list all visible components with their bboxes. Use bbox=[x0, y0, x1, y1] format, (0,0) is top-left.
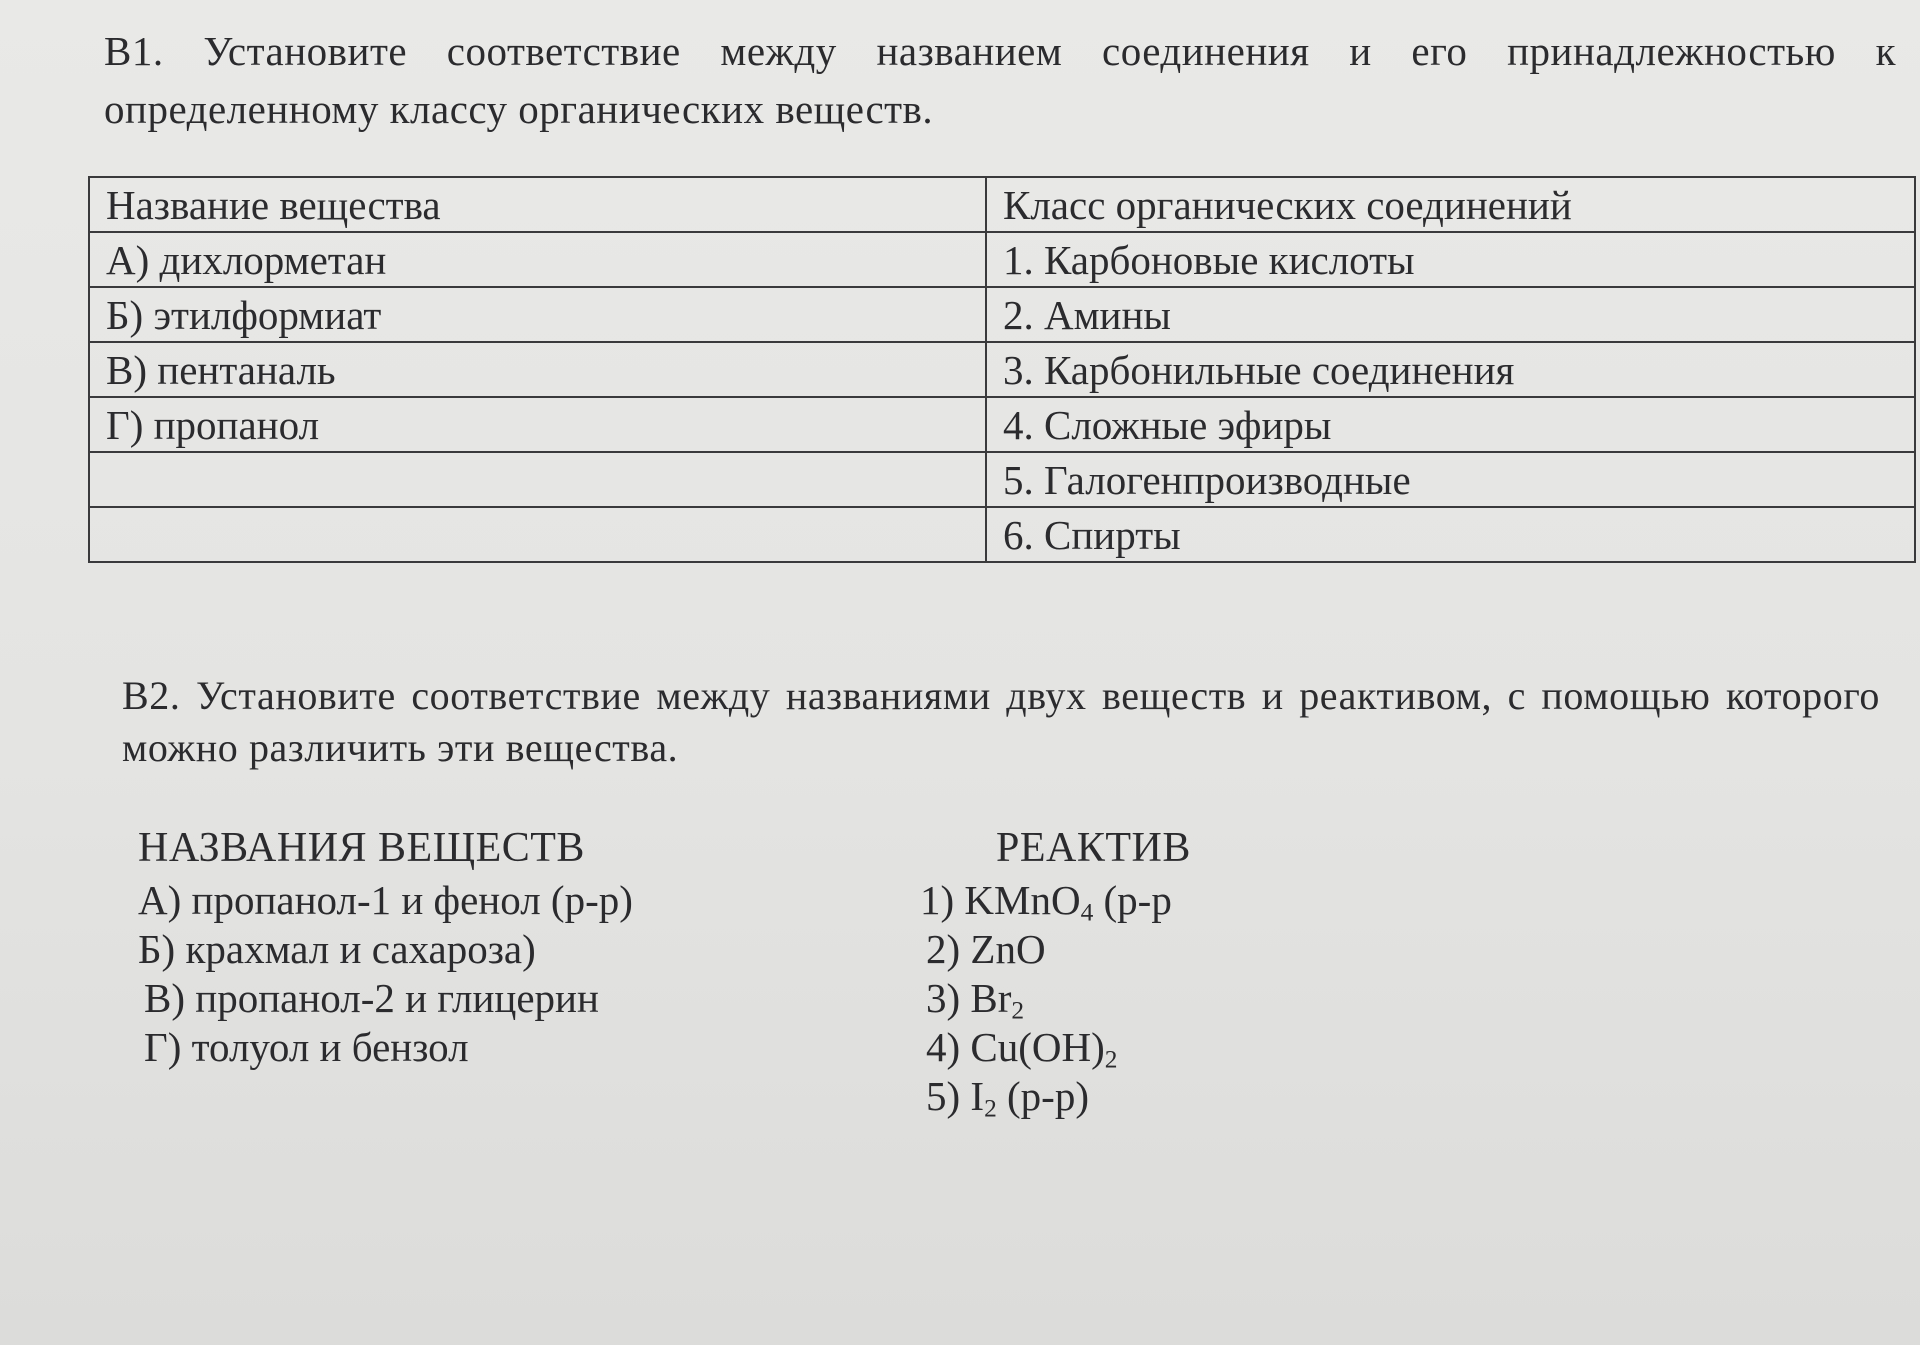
list-item: В) пропанол-2 и глицерин bbox=[144, 975, 599, 1021]
reagents-header: РЕАКТИВ bbox=[996, 825, 1191, 871]
list-item bbox=[920, 1072, 1380, 1121]
reagent-subscript: 2 bbox=[1104, 1045, 1118, 1074]
table-row bbox=[89, 342, 1915, 397]
reagent-suffix: (р-р bbox=[1093, 877, 1172, 923]
task-b2-statement: Установите соответствие между названиями двух веществ и реактивом, с помощью которого можно различить эти вещества. bbox=[122, 673, 1880, 770]
table-cell-class: 6. Спирты bbox=[986, 507, 1915, 562]
table-cell-substance: Б) этилформиат bbox=[89, 287, 986, 342]
reagent-text: 4) Cu(OH) bbox=[926, 1024, 1105, 1070]
reagents-column bbox=[920, 820, 1380, 1121]
b1-matching-table bbox=[88, 176, 1916, 563]
table-cell-substance bbox=[89, 452, 986, 507]
list-item: А) пропанол-1 и фенол (р-р) bbox=[138, 877, 633, 923]
table-cell-substance: В) пентаналь bbox=[89, 342, 986, 397]
table-cell-substance: Г) пропанол bbox=[89, 397, 986, 452]
task-b1-label: В1. bbox=[104, 28, 164, 74]
table-cell-class: 3. Карбонильные соединения bbox=[986, 342, 1915, 397]
table-cell-substance: А) дихлорметан bbox=[89, 232, 986, 287]
reagent-text: 2) ZnO bbox=[926, 926, 1046, 972]
reagent-suffix: (р-р) bbox=[996, 1073, 1089, 1119]
table-row bbox=[89, 397, 1915, 452]
table-row bbox=[89, 507, 1915, 562]
task-b1 bbox=[104, 22, 1896, 138]
list-item bbox=[920, 925, 1380, 974]
task-b2-label: В2. bbox=[122, 673, 181, 718]
list-item: Б) крахмал и сахароза) bbox=[138, 926, 536, 972]
list-item bbox=[920, 974, 1380, 1023]
table-cell-class: 4. Сложные эфиры bbox=[986, 397, 1915, 452]
table-row bbox=[89, 452, 1915, 507]
substances-list bbox=[138, 876, 858, 1072]
reagent-text: 1) KMnO bbox=[920, 877, 1081, 923]
substances-header: НАЗВАНИЯ ВЕЩЕСТВ bbox=[138, 825, 585, 871]
reagent-text: 5) I bbox=[926, 1073, 985, 1119]
task-b2-text bbox=[122, 670, 1880, 774]
table-header-class: Класс органических соединений bbox=[986, 177, 1915, 232]
table-cell-class: 2. Амины bbox=[986, 287, 1915, 342]
list-item bbox=[920, 876, 1380, 925]
table-header-substance: Название вещества bbox=[89, 177, 986, 232]
list-item bbox=[920, 1023, 1380, 1072]
reagents-list bbox=[920, 876, 1380, 1121]
list-item: Г) толуол и бензол bbox=[144, 1024, 469, 1070]
table-row bbox=[89, 287, 1915, 342]
task-b1-statement: Установите соответствие между названием соединения и его принадлежностью к определенному классу органических веществ. bbox=[104, 28, 1896, 132]
substances-column bbox=[138, 820, 858, 1072]
task-b2 bbox=[122, 670, 1880, 774]
table-row bbox=[89, 232, 1915, 287]
reagent-subscript: 4 bbox=[1080, 898, 1094, 927]
table-cell-class: 1. Карбоновые кислоты bbox=[986, 232, 1915, 287]
reagent-text: 3) Br bbox=[926, 975, 1012, 1021]
table-header-row bbox=[89, 177, 1915, 232]
reagent-subscript: 2 bbox=[1011, 996, 1025, 1025]
reagent-subscript: 2 bbox=[984, 1094, 997, 1123]
table-cell-class: 5. Галогенпроизводные bbox=[986, 452, 1915, 507]
table-cell-substance bbox=[89, 507, 986, 562]
task-b1-text bbox=[104, 22, 1896, 138]
